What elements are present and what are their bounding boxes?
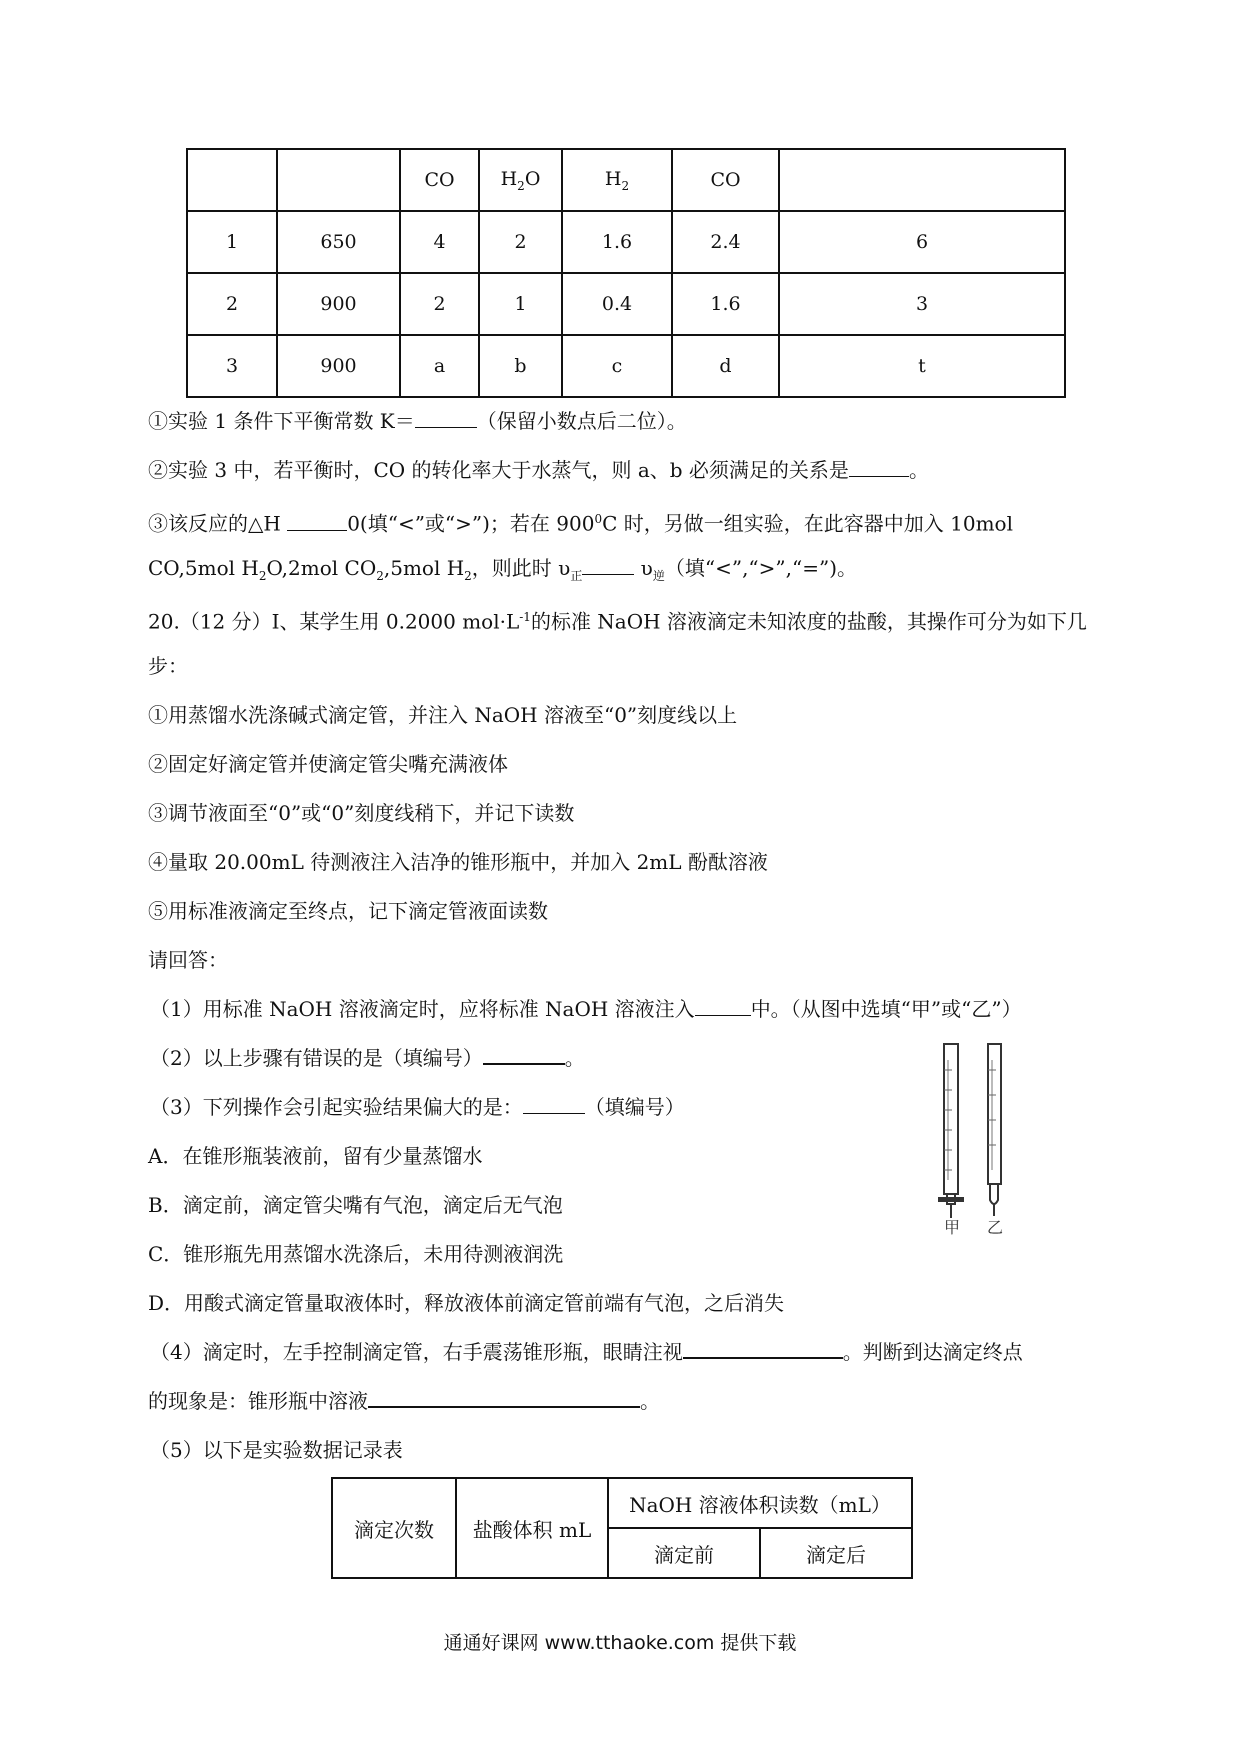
question-text-part: ,5mol H — [383, 556, 465, 580]
question-text-part: （填“<”,“>”,“=”)。 — [664, 556, 857, 580]
superscript: -1 — [519, 610, 531, 624]
table-cell: 2.4 — [672, 211, 779, 273]
step-item: ④量取 20.00mL 待测液注入洁净的锥形瓶中，并加入 2mL 酚酞溶液 — [148, 850, 768, 874]
subscript: 2 — [376, 569, 384, 583]
question-text-part: ，则此时 υ — [471, 556, 571, 580]
table-cell: 2 — [400, 273, 479, 335]
question-20-cont: 步： — [148, 654, 188, 678]
base-burette-yi — [988, 1044, 1001, 1216]
subscript: 正 — [570, 569, 583, 583]
question-text-part: （3）下列操作会引起实验结果偏大的是： — [150, 1095, 523, 1119]
sub-question-5: （5）以下是实验数据记录表 — [150, 1438, 403, 1462]
table-cell: 滴定次数 — [332, 1478, 456, 1578]
answer-blank[interactable] — [523, 1093, 585, 1114]
table-header-row — [332, 1478, 912, 1528]
question-3 — [148, 504, 1104, 553]
burette-figure — [930, 1040, 1020, 1235]
figure-label-yi: 乙 — [987, 1218, 1004, 1235]
subscript: 2 — [464, 569, 472, 583]
option-item: C．锥形瓶先用蒸馏水洗涤后，未用待测液润洗 — [148, 1242, 564, 1266]
table-cell: c — [562, 335, 672, 397]
figure-label-jia: 甲 — [944, 1218, 961, 1235]
answer-blank[interactable] — [695, 995, 751, 1016]
table-cell: 2 — [479, 211, 562, 273]
question-20 — [148, 602, 1104, 651]
answer-blank[interactable] — [287, 510, 347, 531]
step-item: ③调节液面至“0”或“0”刻度线稍下，并记下读数 — [148, 801, 575, 825]
question-text-part: CO,5mol H — [148, 556, 259, 580]
table-cell: 650 — [277, 211, 400, 273]
answer-blank[interactable] — [582, 554, 634, 575]
question-text-part: 。 — [908, 458, 929, 482]
option-item: A．在锥形瓶装液前，留有少量蒸馏水 — [148, 1144, 483, 1168]
table-cell: $H_2$ — [562, 149, 672, 211]
question-text-part: （保留小数点后二位）。 — [476, 409, 687, 433]
titration-record-table — [331, 1477, 913, 1579]
table-cell — [779, 149, 1065, 211]
question-text-part: ②实验 3 中，若平衡时，CO 的转化率大于水蒸气，则 a、b 必须满足的关系是 — [148, 458, 849, 482]
question-text-part: 20.（12 分）I、某学生用 0.2000 mol·L — [148, 609, 520, 634]
table-cell — [187, 149, 277, 211]
table-cell: 1.6 — [672, 273, 779, 335]
sub-question-4-cont — [148, 1386, 1104, 1435]
question-3-cont — [148, 553, 1104, 602]
table-cell: 3 — [187, 335, 277, 397]
question-text-part: ③该反应的△H — [148, 511, 288, 536]
table-cell: t — [779, 335, 1065, 397]
question-text-part: （2）以上步骤有错误的是（填编号） — [150, 1046, 483, 1070]
question-text-part: 中。（从图中选填“甲”或“乙”） — [750, 997, 1022, 1021]
question-text-part: 。判断到达滴定终点 — [842, 1340, 1023, 1364]
table-cell: NaOH 溶液体积读数（mL） — [608, 1478, 912, 1528]
sub-question-1 — [148, 994, 1104, 1043]
table-cell: 6 — [779, 211, 1065, 273]
answer-blank[interactable] — [683, 1337, 843, 1359]
table-cell: 盐酸体积 mL — [456, 1478, 608, 1578]
option-item: D．用酸式滴定管量取液体时，释放液体前滴定管前端有气泡，之后消失 — [148, 1291, 785, 1315]
answer-blank[interactable] — [368, 1386, 640, 1408]
table-cell: $H_2O$ — [479, 149, 562, 211]
step-item: ②固定好滴定管并使滴定管尖嘴充满液体 — [148, 752, 508, 776]
table-cell: 4 — [400, 211, 479, 273]
table-cell: CO — [672, 149, 779, 211]
question-text-part: υ — [634, 556, 653, 580]
table-row — [187, 273, 1065, 335]
equilibrium-data-table — [186, 148, 1066, 398]
question-2 — [148, 455, 1104, 504]
table-header-row — [187, 149, 1065, 211]
sub-question-4 — [148, 1337, 1104, 1386]
option-item: B．滴定前，滴定管尖嘴有气泡，滴定后无气泡 — [148, 1193, 563, 1217]
subscript: 逆 — [652, 569, 665, 583]
table-cell: CO — [400, 149, 479, 211]
question-text-part: 。 — [640, 1389, 660, 1413]
table-cell: 滴定后 — [760, 1528, 912, 1578]
question-1 — [148, 406, 1104, 455]
answer-blank[interactable] — [483, 1043, 565, 1065]
question-text-part: （4）滴定时，左手控制滴定管，右手震荡锥形瓶，眼睛注视 — [150, 1340, 683, 1364]
table-cell: a — [400, 335, 479, 397]
table-cell — [277, 149, 400, 211]
table-row — [187, 335, 1065, 397]
table-row — [187, 211, 1065, 273]
table-cell: 1 — [187, 211, 277, 273]
question-text-part: （1）用标准 NaOH 溶液滴定时，应将标准 NaOH 溶液注入 — [150, 997, 695, 1021]
acid-burette-jia — [938, 1044, 964, 1218]
question-text-part: （填编号） — [584, 1095, 685, 1119]
ask-label: 请回答： — [148, 948, 228, 972]
degree-sign: 0 — [594, 512, 603, 526]
table-cell: 1 — [479, 273, 562, 335]
answer-blank[interactable] — [415, 407, 477, 428]
table-cell: 0.4 — [562, 273, 672, 335]
step-item: ①用蒸馏水洗涤碱式滴定管，并注入 NaOH 溶液至“0”刻度线以上 — [148, 703, 738, 727]
table-cell: 2 — [187, 273, 277, 335]
answer-blank[interactable] — [849, 456, 909, 477]
question-text-part: C 时，另做一组实验，在此容器中加入 10mol — [602, 511, 1013, 536]
page-footer: 通通好课网 www.tthaoke.com 提供下载 — [443, 1632, 797, 1654]
table-cell: 1.6 — [562, 211, 672, 273]
table-cell: b — [479, 335, 562, 397]
question-text-part: 。 — [564, 1046, 585, 1070]
step-item: ⑤用标准液滴定至终点，记下滴定管液面读数 — [148, 899, 548, 923]
question-text — [148, 406, 1104, 1484]
table-cell: 滴定前 — [608, 1528, 760, 1578]
question-text-part: 0(填“<”或“>”)；若在 900 — [347, 511, 595, 536]
table-cell: 3 — [779, 273, 1065, 335]
table-cell: d — [672, 335, 779, 397]
subscript: 2 — [258, 569, 267, 583]
question-text-part: 的现象是：锥形瓶中溶液 — [148, 1389, 368, 1413]
question-text-part: ①实验 1 条件下平衡常数 K＝ — [148, 409, 415, 433]
question-text-part: 的标准 NaOH 溶液滴定未知浓度的盐酸，其操作可分为如下几 — [530, 609, 1087, 634]
question-text-part: O,2mol CO — [266, 556, 377, 580]
table-cell: 900 — [277, 273, 400, 335]
table-cell: 900 — [277, 335, 400, 397]
